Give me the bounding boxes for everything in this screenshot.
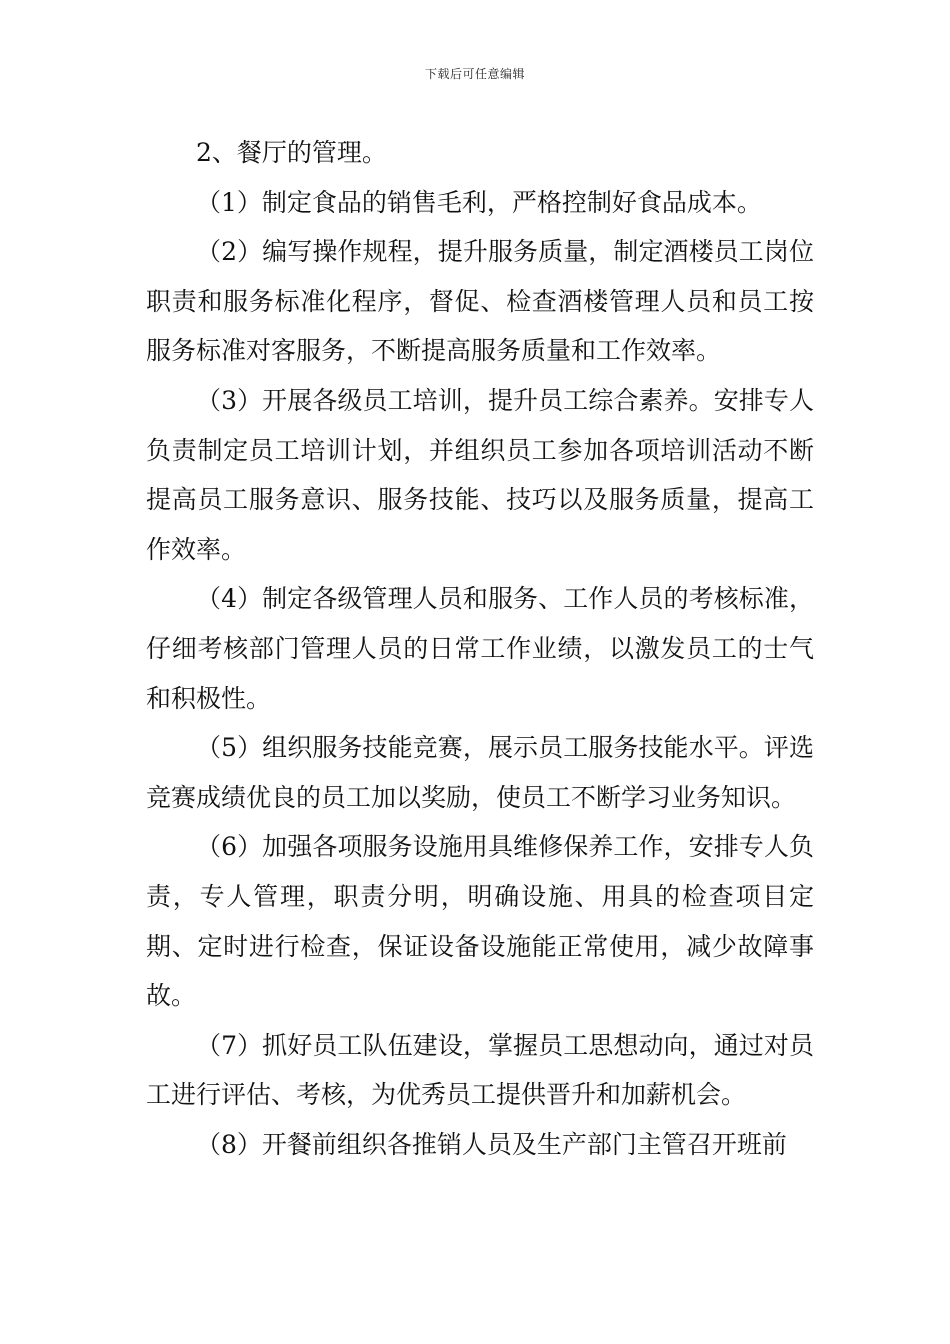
paragraph-8: （8）开餐前组织各推销人员及生产部门主管召开班前 xyxy=(196,1129,787,1159)
paragraph-4: （4）制定各级管理人员和服务、工作人员的考核标准，仔细考核部门管理人员的日常工作业绩，以激发员工的士气和积极性。 xyxy=(146,584,814,713)
document-body xyxy=(146,128,814,1169)
paragraph-2: （2）编写操作规程，提升服务质量，制定酒楼员工岗位职责和服务标准化程序，督促、检查酒楼管理人员和员工按服务标准对客服务，不断提高服务质量和工作效率。 xyxy=(146,237,814,366)
paragraph-7: （7）抓好员工队伍建设，掌握员工思想动向，通过对员工进行评估、考核，为优秀员工提供晋升和加薪机会。 xyxy=(146,1030,814,1110)
paragraph-3: （3）开展各级员工培训，提升员工综合素养。安排专人负责制定员工培训计划，并组织员工参加各项培训活动不断提高员工服务意识、服务技能、技巧以及服务质量，提高工作效率。 xyxy=(146,385,814,564)
paragraph-1: （1）制定食品的销售毛利，严格控制好食品成本。 xyxy=(196,187,762,217)
paragraph-6: （6）加强各项服务设施用具维修保养工作，安排专人负责，专人管理，职责分明，明确设施、用具的检查项目定期、定时进行检查，保证设备设施能正常使用，减少故障事故。 xyxy=(146,832,814,1011)
section-heading: 2、餐厅的管理。 xyxy=(196,138,387,167)
page-header: 下载后可任意编辑 xyxy=(424,67,525,81)
paragraph-5: （5）组织服务技能竞赛，展示员工服务技能水平。评选竞赛成绩优良的员工加以奖励，使员工不断学习业务知识。 xyxy=(146,733,814,812)
